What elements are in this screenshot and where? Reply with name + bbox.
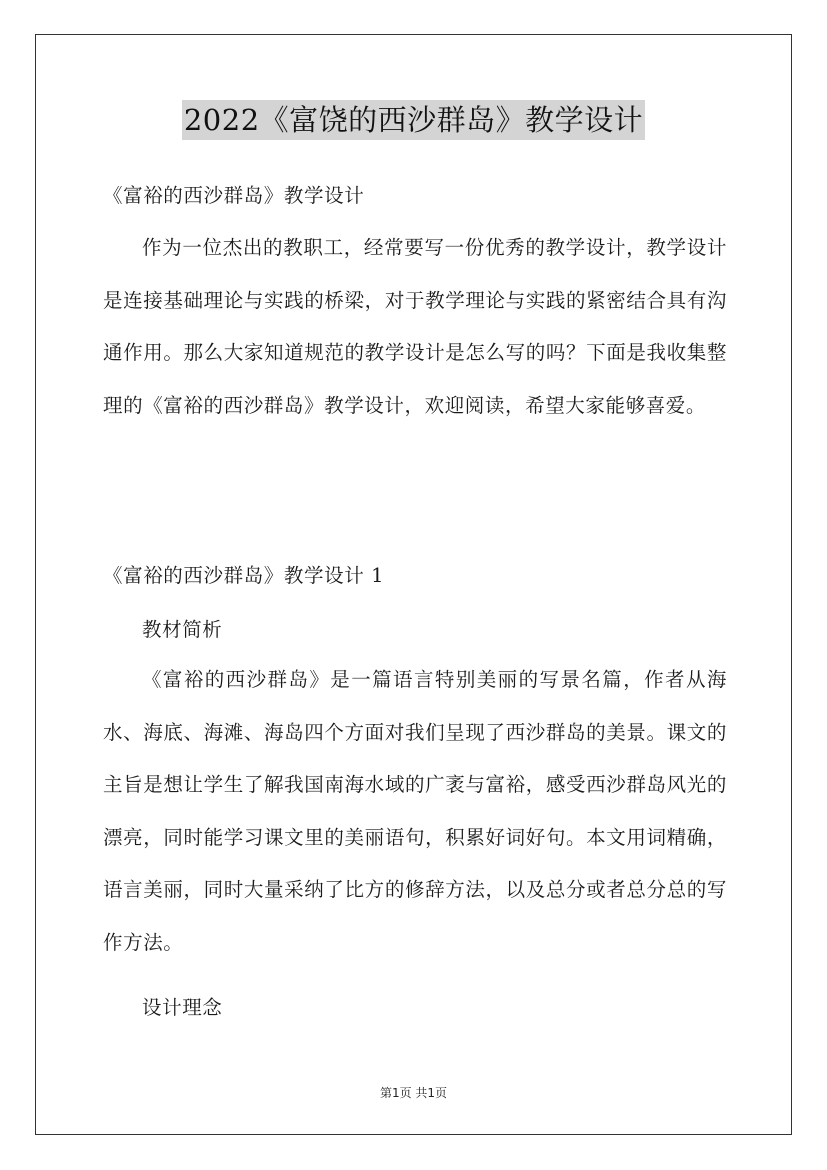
section-heading: 《富裕的西沙群岛》教学设计 1 — [103, 564, 385, 587]
subheading-material: 教材简析 — [142, 618, 223, 641]
subheading-concept: 设计理念 — [142, 996, 223, 1019]
title-container — [0, 100, 827, 140]
material-paragraph: 《富裕的西沙群岛》是一篇语言特别美丽的写景名篇，作者从海水、海底、海滩、海岛四个方面对我们呈现了西沙群岛的美景。课文的主旨是想让学生了解我国南海水域的广袤与富裕，感受西沙群岛风光的漂亮，同时能学习课文里的美丽语句，积累好词好句。本文用词精确，语言美丽，同时大量采纳了比方的修辞方法，以及总分或者总分总的写作方法。 — [103, 668, 727, 954]
document-title: 2022《富饶的西沙群岛》教学设计 — [182, 100, 645, 140]
intro-paragraph: 作为一位杰出的教职工，经常要写一份优秀的教学设计，教学设计是连接基础理论与实践的桥梁，对于教学理论与实践的紧密结合具有沟通作用。那么大家知道规范的教学设计是怎么写的吗？下面是我收集整理的《富裕的西沙群岛》教学设计，欢迎阅读，希望大家能够喜爱。 — [103, 236, 727, 417]
document-subtitle: 《富裕的西沙群岛》教学设计 — [103, 184, 365, 207]
page-footer: 第1页 共1页 — [379, 1086, 448, 1100]
